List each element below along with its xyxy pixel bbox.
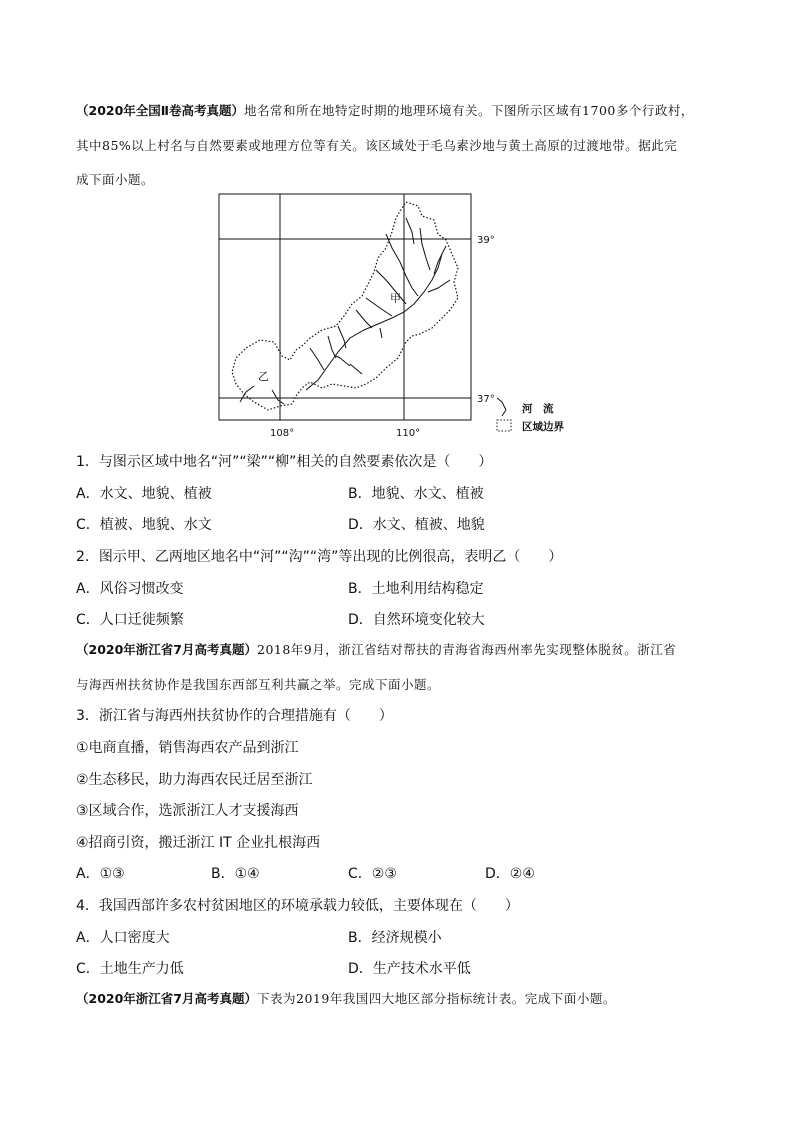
passage-2-line-2: 与海西州扶贫协作是我国东西部互利共赢之举。完成下面小题。	[76, 677, 441, 692]
question-4-option-b[interactable]: B．经济规模小	[348, 930, 442, 946]
tributary-13	[350, 364, 362, 374]
passage-1-source: （2020年全国Ⅱ卷高考真题）	[76, 103, 245, 118]
question-3-item-1: ①电商直播，销售海西农产品到浙江	[76, 740, 299, 756]
question-1-stem: 1．与图示区域中地名“河”“梁”“柳”相关的自然要素依次是（ ）	[76, 454, 493, 470]
tributary-16	[406, 218, 414, 244]
tributary-2	[420, 228, 430, 270]
question-3-item-4: ④招商引资，搬迁浙江 IT 企业扎根海西	[76, 835, 321, 851]
legend-border-label: 区域边界	[522, 421, 564, 433]
label-jia: 甲	[390, 292, 401, 305]
question-3-item-2: ②生态移民，助力海西农民迁居至浙江	[76, 772, 313, 788]
lat-label-39: 39°	[477, 235, 495, 246]
tributary-1	[386, 234, 418, 296]
passage-2-line-1: 2018年9月，浙江省结对帮扶的青海省海西州率先实现整体脱贫。浙江省	[257, 642, 677, 657]
question-1-option-b[interactable]: B．地貌、水文、植被	[348, 486, 484, 502]
question-1-option-a[interactable]: A．水文、地貌、植被	[76, 486, 212, 502]
tributary-8	[380, 328, 382, 338]
passage-2	[76, 633, 732, 702]
region-map	[206, 188, 596, 440]
passage-1-line-2: 其中85%以上村名与自然要素或地理方位等有关。该区域处于毛乌素沙地与黄土高原的过渡地带。据此完	[76, 138, 678, 153]
tributary-11	[310, 348, 324, 370]
question-1-option-d[interactable]: D．水文、植被、地貌	[348, 517, 485, 533]
lon-label-108: 108°	[270, 428, 295, 439]
tributary-6	[366, 298, 392, 316]
passage-1-line-1: 地名常和所在地特定时期的地理环境有关。下图所示区域有1700多个行政村，	[244, 103, 694, 118]
main-river	[306, 254, 442, 390]
passage-1	[76, 94, 732, 197]
question-3-option-c[interactable]: C．②③	[348, 866, 397, 882]
question-2-option-c[interactable]: C．人口迁徙频繁	[76, 612, 184, 628]
question-3-stem: 3．浙江省与海西州扶贫协作的合理措施有（ ）	[76, 708, 393, 724]
legend-river-label: 河 流	[522, 403, 554, 415]
question-4-option-a[interactable]: A．人口密度大	[76, 930, 170, 946]
tributary-10	[328, 336, 336, 358]
tributary-15	[272, 390, 284, 404]
question-2-option-d[interactable]: D．自然环境变化较大	[348, 612, 485, 628]
region-map-svg	[206, 188, 596, 440]
label-yi: 乙	[258, 370, 269, 383]
lon-label-110: 110°	[396, 428, 421, 439]
question-2-stem: 2．图示甲、乙两地区地名中“河”“沟”“湾”等出现的比例很高，表明乙（ ）	[76, 549, 563, 565]
question-4-option-d[interactable]: D．生产技术水平低	[348, 961, 471, 977]
question-3-option-a[interactable]: A．①③	[76, 866, 125, 882]
tributary-12	[336, 356, 350, 366]
passage-3	[76, 982, 732, 1017]
question-1-option-c[interactable]: C．植被、地貌、水文	[76, 517, 212, 533]
passage-1-line-3: 成下面小题。	[76, 172, 155, 187]
passage-3-line-1: 下表为2019年我国四大地区部分指标统计表。完成下面小题。	[257, 991, 616, 1006]
legend-river-icon	[497, 398, 506, 416]
question-2-option-a[interactable]: A．风俗习惯改变	[76, 581, 184, 597]
lat-label-37: 37°	[477, 394, 495, 405]
legend-border-icon	[497, 420, 511, 431]
question-3-option-d[interactable]: D．②④	[485, 866, 535, 882]
tributary-9	[338, 326, 346, 348]
question-2-option-b[interactable]: B．土地利用结构稳定	[348, 581, 484, 597]
passage-3-source: （2020年浙江省7月高考真题）	[76, 991, 257, 1006]
river-network	[240, 218, 450, 404]
question-3-item-3: ③区域合作，选派浙江人才支援海西	[76, 803, 299, 819]
question-3-option-b[interactable]: B．①④	[211, 866, 260, 882]
passage-2-source: （2020年浙江省7月高考真题）	[76, 642, 257, 657]
tributary-7	[356, 310, 372, 328]
question-4-option-c[interactable]: C．土地生产力低	[76, 961, 184, 977]
tributary-14	[240, 386, 254, 402]
question-4-stem: 4．我国西部许多农村贫困地区的环境承载力较低，主要体现在（ ）	[76, 898, 519, 914]
